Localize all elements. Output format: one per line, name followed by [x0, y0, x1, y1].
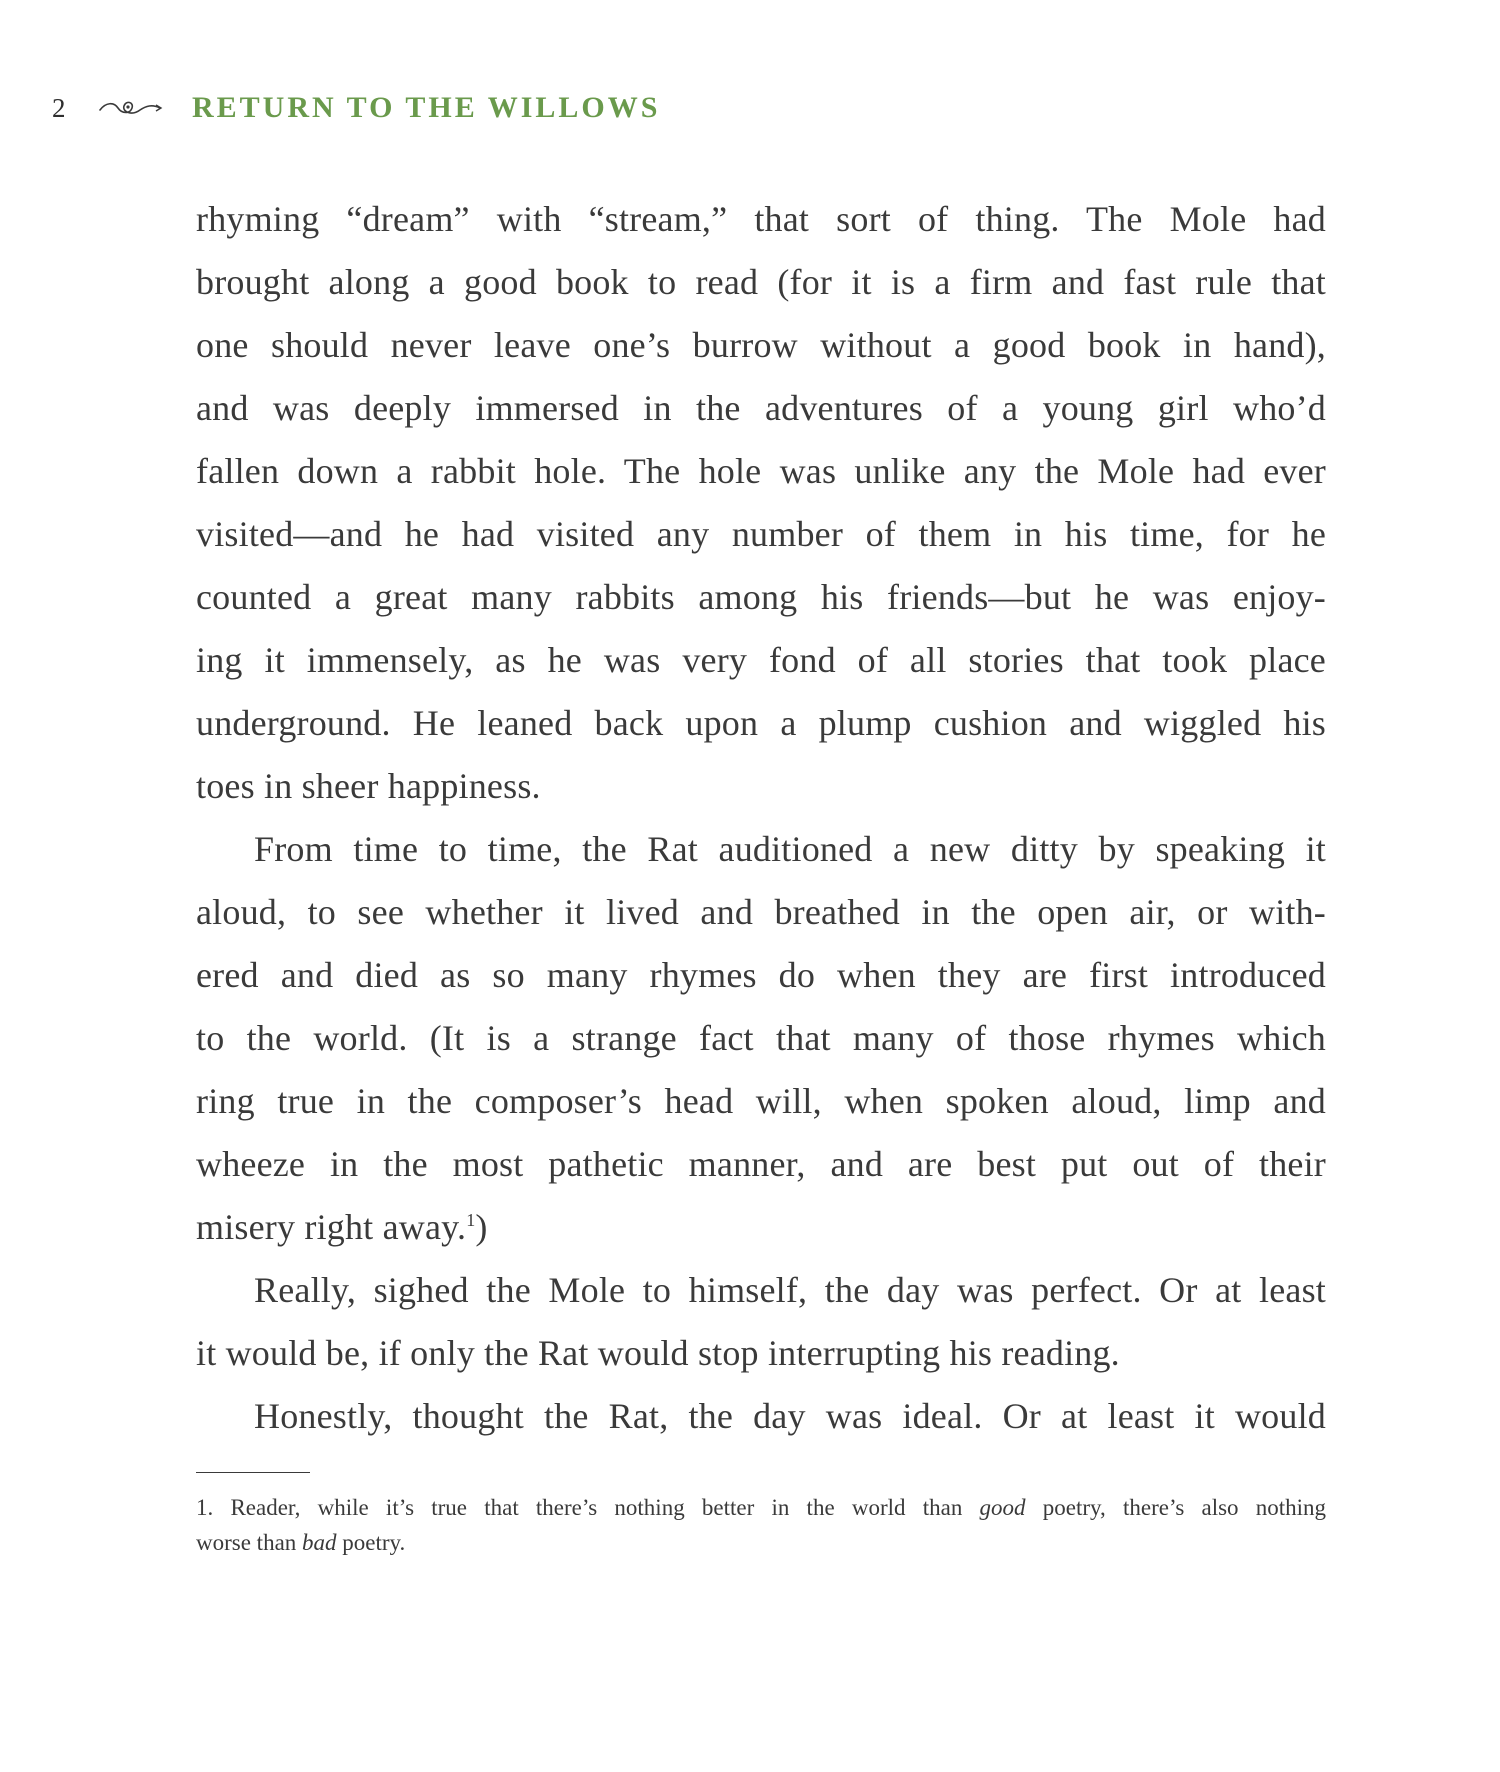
- text-line: visited—and he had visited any number of them in his time, for he: [196, 514, 1326, 554]
- text-fragment: misery right away.: [196, 1207, 467, 1247]
- footnote-line: [196, 1525, 1326, 1560]
- text-line: ered and died as so many rhymes do when they are first introduced: [196, 955, 1326, 995]
- footnote: [196, 1490, 1326, 1560]
- text-line: brought along a good book to read (for it is a firm and fast rule that: [196, 262, 1326, 302]
- page-number: 2: [52, 92, 66, 123]
- text-line: to the world. (It is a strange fact that many of those rhymes which: [196, 1018, 1326, 1058]
- footnote-emphasis: bad: [302, 1530, 337, 1555]
- text-line: it would be, if only the Rat would stop interrupting his reading.: [196, 1333, 1120, 1373]
- running-title: RETURN TO THE WILLOWS: [192, 91, 661, 124]
- text-line: aloud, to see whether it lived and breathed in the open air, or with-: [196, 892, 1326, 932]
- text-line: From time to time, the Rat auditioned a new ditty by speaking it: [254, 829, 1326, 869]
- footnote-text: worse than: [196, 1530, 297, 1555]
- text-line: wheeze in the most pathetic manner, and are best put out of their: [196, 1144, 1326, 1184]
- text-line: rhyming “dream” with “stream,” that sort of thing. The Mole had: [196, 199, 1326, 239]
- text-line: toes in sheer happiness.: [196, 766, 541, 806]
- text-line: one should never leave one’s burrow without a good book in hand),: [196, 325, 1326, 365]
- text-fragment: ): [475, 1207, 488, 1247]
- text-line: and was deeply immersed in the adventures of a young girl who’d: [196, 388, 1326, 428]
- footnote-number: 1.: [196, 1495, 214, 1520]
- body-text: [196, 188, 1326, 1448]
- footnote-rule: [196, 1472, 310, 1473]
- text-line: ing it immensely, as he was very fond of all stories that took place: [196, 640, 1326, 680]
- scroll-flourish-icon: [98, 96, 164, 120]
- running-head: [52, 88, 660, 128]
- footnote-line: [196, 1490, 1326, 1525]
- text-line: ring true in the composer’s head will, when spoken aloud, limp and: [196, 1081, 1326, 1121]
- text-line-with-footnote: [196, 1196, 1326, 1259]
- text-line: Honestly, thought the Rat, the day was ideal. Or at least it would: [254, 1396, 1326, 1436]
- footnote-emphasis: good: [979, 1495, 1026, 1520]
- footnote-text: poetry.: [342, 1530, 406, 1555]
- footnote-text: Reader, while it’s true that there’s nothing better in the world than: [230, 1495, 963, 1520]
- text-line: Really, sighed the Mole to himself, the day was perfect. Or at least: [254, 1270, 1326, 1310]
- footnote-marker[interactable]: 1: [466, 1210, 476, 1230]
- text-line: counted a great many rabbits among his friends—but he was enjoy-: [196, 577, 1326, 617]
- text-line: fallen down a rabbit hole. The hole was unlike any the Mole had ever: [196, 451, 1326, 491]
- footnote-text: poetry, there’s also nothing: [1042, 1495, 1327, 1520]
- text-line: underground. He leaned back upon a plump cushion and wiggled his: [196, 703, 1326, 743]
